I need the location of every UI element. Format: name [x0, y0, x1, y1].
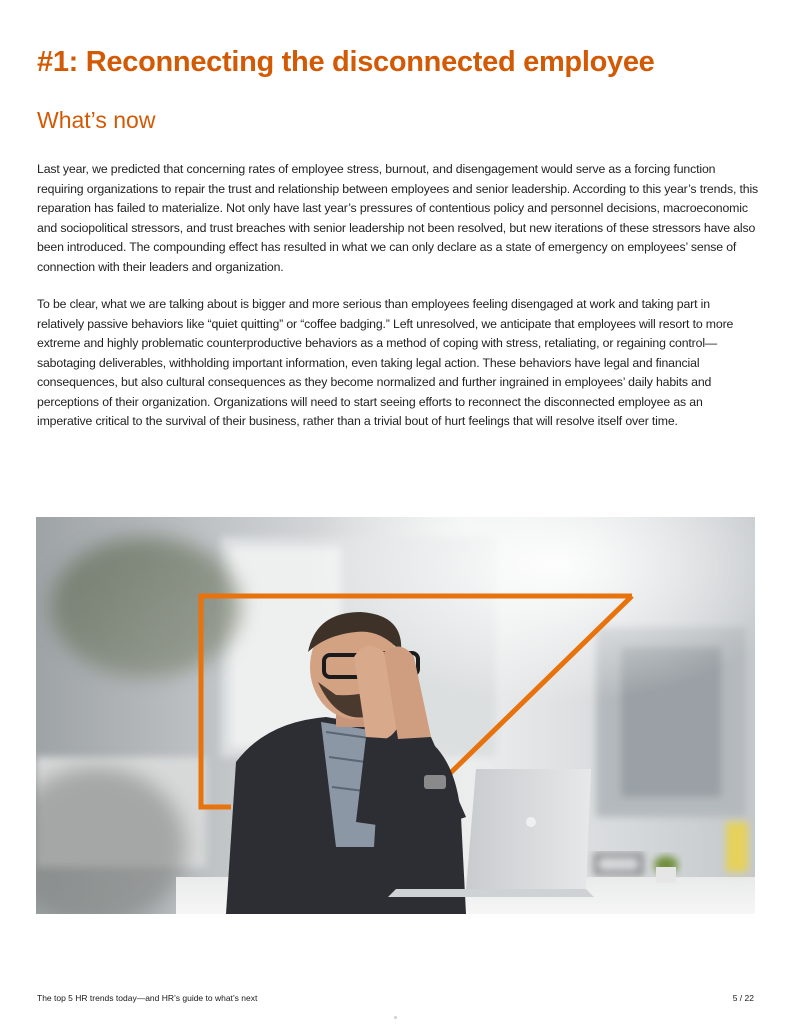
footer-document-title: The top 5 HR trends today—and HR’s guide to what’s next	[37, 993, 258, 1003]
body-paragraph-1: Last year, we predicted that concerning rates of employee stress, burnout, and disengagement would serve as a forcing function requiring organizations to repair the trust and relationship between employees and senior leadership. According to this year’s trends, this reparation has failed to materialize. Not only have last year’s pressures of contentious policy and personnel decisions, macroeconomic and sociopolitical stressors, and trust breaches with senior leadership not been resolved, but new iterations of these stressors have also been introduced. The compounding effect has resulted in what we can only declare as a state of emergency on employees’ sense of connection with their leaders and organization.	[37, 162, 759, 274]
footer-marker	[394, 1016, 397, 1019]
body-paragraph-2: To be clear, what we are talking about is bigger and more serious than employees feeling disengaged at work and taking part in relatively passive behaviors like “quiet quitting” or “coffee badging.” Left unresolved, we anticipate that employees will resort to more extreme and highly problematic counterproductive behaviors as a method of coping with stress, retaliating, or regaining control—sabotaging deliverables, withholding important information, even taking legal action. These behaviors have legal and financial consequences, but also cultural consequences as they become normalized and further ingrained in employees’ daily habits and perceptions of their organization. Organizations will need to start seeing efforts to reconnect the disconnected employee as an imperative critical to the survival of their business, rather than a trivial bout of hurt feelings that will resolve itself over time.	[37, 297, 734, 428]
page-number: 5 / 22	[732, 993, 754, 1003]
section-heading: What’s now	[37, 107, 156, 133]
page-title: #1: Reconnecting the disconnected employee	[37, 46, 655, 78]
hero-photo	[36, 517, 755, 914]
